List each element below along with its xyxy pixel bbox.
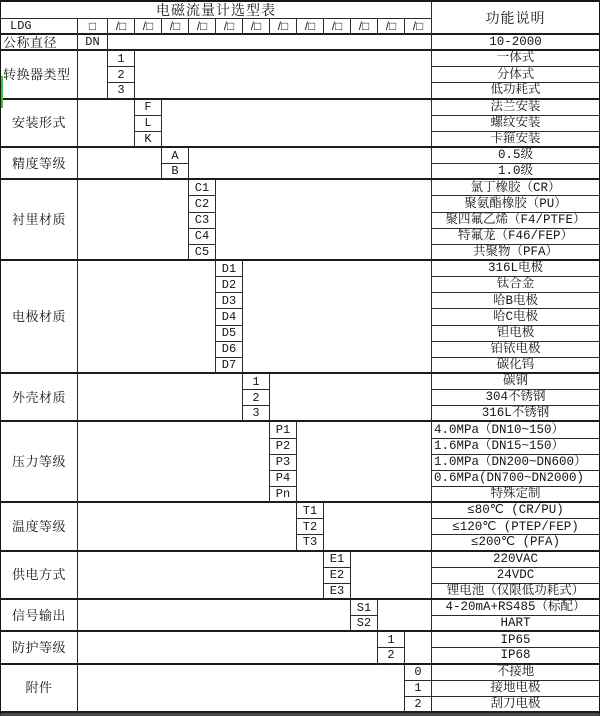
code-cell: D2 (216, 277, 243, 293)
function-header: 功能说明 (432, 2, 599, 35)
group-label: 公称直径 (1, 35, 78, 51)
code-box-cell: /□ (351, 19, 378, 35)
blank-cell (405, 632, 432, 664)
blank-cell (78, 148, 162, 180)
blank-cell (189, 148, 432, 180)
code-cell: T2 (297, 519, 324, 535)
group-label: 供电方式 (1, 552, 78, 600)
code-cell: E2 (324, 568, 351, 584)
code-cell: B (162, 164, 189, 180)
code-cell: D6 (216, 342, 243, 358)
code-box-cell: /□ (162, 19, 189, 35)
desc-cell: 316L不锈钢 (432, 406, 599, 422)
code-cell: 2 (108, 67, 135, 83)
code-cell: E3 (324, 584, 351, 600)
code-cell: P3 (270, 455, 297, 471)
group-label: 防护等级 (1, 632, 78, 664)
code-cell: 1 (108, 51, 135, 67)
code-box-cell: /□ (270, 19, 297, 35)
blank-cell (78, 180, 189, 261)
code-cell: F (135, 100, 162, 116)
code-cell: C2 (189, 196, 216, 212)
blank-cell (243, 261, 432, 374)
blank-cell (216, 180, 432, 261)
code-cell: 2 (243, 390, 270, 406)
code-cell: 3 (108, 83, 135, 99)
desc-cell: ≤200℃ (PFA) (432, 535, 599, 551)
code-cell: S2 (351, 616, 378, 632)
blank-cell (378, 600, 432, 632)
code-box-cell: /□ (216, 19, 243, 35)
blank-cell (78, 374, 243, 422)
desc-cell: 不接地 (432, 665, 599, 681)
code-cell: D1 (216, 261, 243, 277)
blank-cell (108, 35, 432, 51)
code-cell: D7 (216, 358, 243, 374)
blank-cell (297, 422, 432, 503)
blank-cell (270, 374, 432, 422)
desc-cell: 316L电极 (432, 261, 599, 277)
code-cell: E1 (324, 552, 351, 568)
blank-cell (78, 665, 405, 713)
code-cell: 3 (243, 406, 270, 422)
blank-cell (324, 503, 432, 551)
desc-cell: ≤120℃ (PTEP/FEP) (432, 519, 599, 535)
code-cell: 1 (405, 681, 432, 697)
desc-cell: 1.0级 (432, 164, 599, 180)
code-cell: K (135, 132, 162, 148)
code-cell: Pn (270, 487, 297, 503)
desc-cell: 0.6MPa(DN700~DN2000) (432, 471, 599, 487)
code-cell: C4 (189, 229, 216, 245)
group-label: 附件 (1, 665, 78, 713)
model-box-cell: □ (78, 19, 108, 35)
blank-cell (78, 100, 135, 148)
code-box-cell: /□ (324, 19, 351, 35)
code-cell: D3 (216, 293, 243, 309)
code-cell: C3 (189, 213, 216, 229)
desc-cell: 钛合金 (432, 277, 599, 293)
model-prefix-cell: LDG (1, 19, 78, 35)
code-box-cell: /□ (378, 19, 405, 35)
blank-cell (351, 552, 432, 600)
code-box-cell: /□ (243, 19, 270, 35)
blank-cell (78, 51, 108, 99)
code-box-cell: /□ (108, 19, 135, 35)
desc-cell: 0.5级 (432, 148, 599, 164)
desc-cell: 碳化钨 (432, 358, 599, 374)
blank-cell (78, 503, 297, 551)
desc-cell: 分体式 (432, 67, 599, 83)
code-cell: 2 (405, 697, 432, 713)
scan-artifact (1, 76, 3, 108)
desc-cell: 哈C电极 (432, 309, 599, 325)
desc-cell: 一体式 (432, 51, 599, 67)
code-cell: D5 (216, 326, 243, 342)
group-label: 压力等级 (1, 422, 78, 503)
group-label: 外壳材质 (1, 374, 78, 422)
blank-cell (78, 261, 216, 374)
desc-cell: 4.0MPa（DN10~150） (432, 422, 599, 438)
group-label: 温度等级 (1, 503, 78, 551)
blank-cell (78, 552, 324, 600)
group-label: 转换器类型 (1, 51, 78, 99)
group-label: 安装形式 (1, 100, 78, 148)
desc-cell: 特殊定制 (432, 487, 599, 503)
code-cell: 0 (405, 665, 432, 681)
code-cell: P2 (270, 439, 297, 455)
code-box-cell: /□ (135, 19, 162, 35)
code-cell: P4 (270, 471, 297, 487)
code-cell: T1 (297, 503, 324, 519)
code-cell: D4 (216, 309, 243, 325)
desc-cell: 刮刀电极 (432, 697, 599, 713)
blank-cell (78, 422, 270, 503)
desc-cell: 聚四氟乙烯（F4/PTFE） (432, 213, 599, 229)
desc-cell: HART (432, 616, 599, 632)
desc-cell: 4-20mA+RS485（标配） (432, 600, 599, 616)
desc-cell: 法兰安装 (432, 100, 599, 116)
code-cell: S1 (351, 600, 378, 616)
code-cell: A (162, 148, 189, 164)
desc-cell: 钽电极 (432, 326, 599, 342)
desc-cell: 1.6MPa（DN15~150） (432, 439, 599, 455)
blank-cell (162, 100, 432, 148)
desc-cell: IP68 (432, 648, 599, 664)
desc-cell: 氯丁橡胶（CR） (432, 180, 599, 196)
group-label: 信号输出 (1, 600, 78, 632)
desc-cell: 螺纹安装 (432, 116, 599, 132)
desc-cell: 220VAC (432, 552, 599, 568)
code-box-cell: /□ (405, 19, 432, 35)
desc-cell: 接地电极 (432, 681, 599, 697)
desc-cell: 1.0MPa（DN200~DN600） (432, 455, 599, 471)
code-box-cell: /□ (189, 19, 216, 35)
desc-cell: 10-2000 (432, 35, 599, 51)
desc-cell: 24VDC (432, 568, 599, 584)
desc-cell: 铂铱电极 (432, 342, 599, 358)
code-cell: C1 (189, 180, 216, 196)
group-label: 电极材质 (1, 261, 78, 374)
desc-cell: 共聚物（PFA） (432, 245, 599, 261)
code-cell: 1 (243, 374, 270, 390)
code-cell: L (135, 116, 162, 132)
group-label: 衬里材质 (1, 180, 78, 261)
desc-cell: IP65 (432, 632, 599, 648)
desc-cell: 聚氨酯橡胶（PU） (432, 196, 599, 212)
desc-cell: 304不锈钢 (432, 390, 599, 406)
desc-cell: ≤80℃ (CR/PU) (432, 503, 599, 519)
desc-cell: 低功耗式 (432, 83, 599, 99)
code-cell: 1 (378, 632, 405, 648)
table-title: 电磁流量计选型表 (1, 2, 432, 19)
blank-cell (78, 600, 351, 632)
desc-cell: 碳钢 (432, 374, 599, 390)
blank-cell (135, 51, 432, 99)
code-cell: C5 (189, 245, 216, 261)
desc-cell: 特氟龙（F46/FEP） (432, 229, 599, 245)
group-label: 精度等级 (1, 148, 78, 180)
code-cell: T3 (297, 535, 324, 551)
code-cell: P1 (270, 422, 297, 438)
code-box-cell: /□ (297, 19, 324, 35)
desc-cell: 哈B电极 (432, 293, 599, 309)
desc-cell: 卡箍安装 (432, 132, 599, 148)
code-cell: DN (78, 35, 108, 51)
desc-cell: 锂电池（仅限低功耗式） (432, 584, 599, 600)
code-cell: 2 (378, 648, 405, 664)
blank-cell (78, 632, 378, 664)
